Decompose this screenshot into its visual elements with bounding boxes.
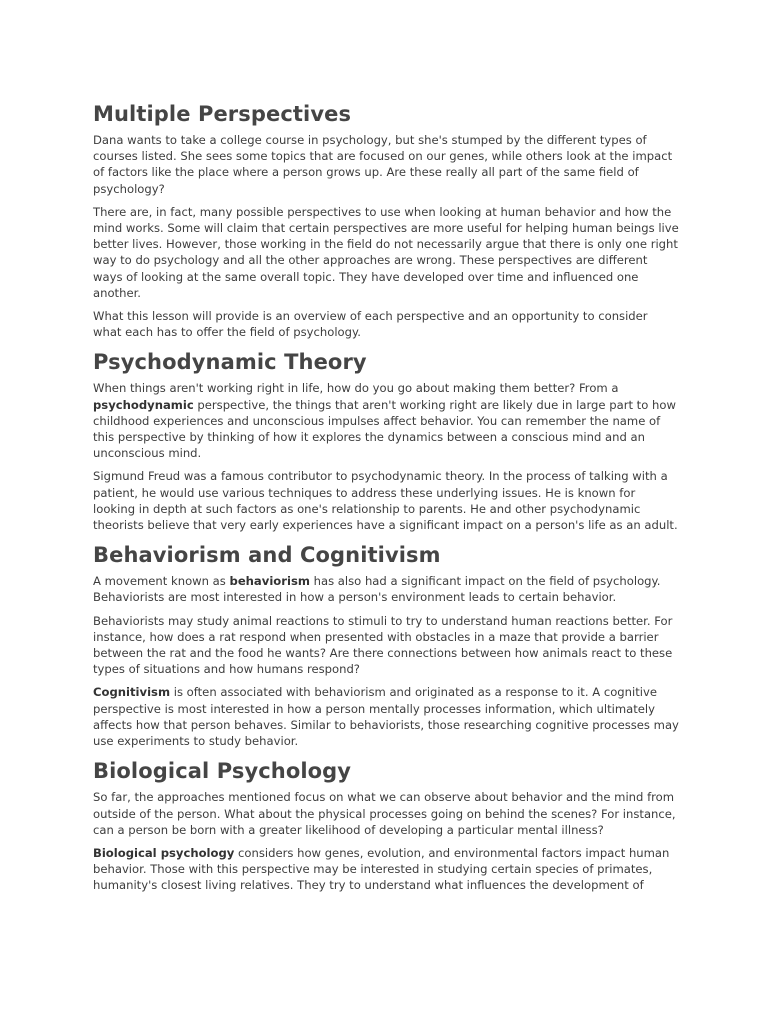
paragraph-text: So far, the approaches mentioned focus on what we can observe about behavior and the mind from outside of the person. What about the physical processes going on behind the scenes? For instance, can a person be born with a greater likelihood of developing a particular mental illness? [93,790,676,837]
paragraph-text-lead: When things aren't working right in life, how do you go about making them better? From a [93,381,619,396]
paragraph-text: has also had a significant impact on the field of psychology. Behaviorists are most interested in how a person's environment leads to certain behavior. [93,574,661,605]
section-heading: Biological Psychology [93,759,352,784]
paragraph-text-lead: A movement known as [93,574,230,589]
paragraph [93,613,679,678]
paragraph-text: There are, in fact, many possible perspectives to use when looking at human behavior and how the mind works. Some will claim that certain perspectives are more useful for helping human beings live better lives. However, those working in the field do not necessarily argue that there is only one right way to do psychology and all the other approaches are wrong. These perspectives are different ways of looking at the same overall topic. They have developed over time and influenced one another. [93,204,679,300]
paragraph [93,845,679,894]
paragraph-text: considers how genes, evolution, and environmental factors impact human behavior. Those with this perspective may be interested in studying certain species of primates, humanity's closest living relatives. They try to understand what influences the development of [93,845,670,893]
paragraph-text: Sigmund Freud was a famous contributor to psychodynamic theory. In the process of talking with a patient, he would use various techniques to address these underlying issues. He is known for looking in depth at such factors as one's relationship to parents. He and other psychodynamic theorists believe that very early experiences have a significant impact on a person's life as an adult. [93,469,678,533]
section-heading: Multiple Perspectives [93,102,352,126]
paragraph [93,468,679,533]
section-psychodynamic-theory [93,347,679,533]
paragraph-text: What this lesson will provide is an overview of each perspective and an opportunity to consider what each has to offer the field of psychology. [93,309,648,340]
document-page [93,99,679,901]
paragraph [93,573,679,605]
section-multiple-perspectives [93,99,679,340]
paragraph [93,204,679,301]
paragraph-text: Behaviorists may study animal reactions to stimuli to try to understand human reactions better. For instance, how does a rat respond when presented with obstacles in a maze that provide a barrier between the rat and the food he wants? Are there connections between how animals react to these types of situations and how humans respond? [93,613,673,677]
paragraph [93,789,679,838]
section-behaviorism-cognitivism [93,540,679,749]
section-heading: Behaviorism and Cognitivism [93,543,441,568]
section-biological-psychology [93,756,679,893]
key-term: Cognitivism [93,685,171,700]
key-term: psychodynamic [93,397,194,412]
paragraph [93,132,679,197]
key-term: Biological psychology [93,845,235,860]
paragraph [93,308,679,340]
key-term: behaviorism [229,574,310,589]
paragraph-text: Dana wants to take a college course in psychology, but she's stumped by the different types of courses listed. She sees some topics that are focused on our genes, while others look at the impact of factors like the place where a person grows up. Are these really all part of the same field of psychology? [93,133,673,196]
section-heading: Psychodynamic Theory [93,350,367,375]
paragraph-text: perspective, the things that aren't working right are likely due in large part to how childhood experiences and unconscious impulses affect behavior. You can remember the name of this perspective by thinking of how it explores the dynamics between a conscious mind and an unconscious mind. [93,397,676,461]
paragraph [93,380,679,461]
paragraph [93,684,679,749]
paragraph-text: is often associated with behaviorism and originated as a response to it. A cognitive perspective is most interested in how a person mentally processes information, which ultimately affects how that person behaves. Similar to behaviorists, those researching cognitive processes may use experiments to study behavior. [93,685,679,749]
